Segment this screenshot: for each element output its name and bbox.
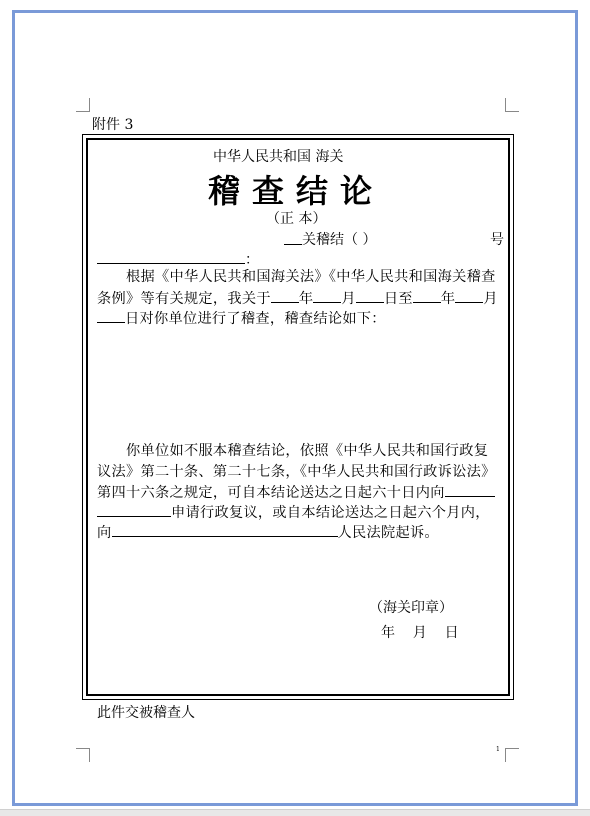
blank-review-body-cont	[97, 503, 171, 517]
blank-day-1	[356, 289, 384, 303]
para2-line5-prefix: 向	[97, 525, 112, 541]
blank-month-1	[313, 289, 341, 303]
blank-month-2	[455, 289, 483, 303]
date-line: 年 月 日	[381, 625, 459, 641]
para1-line1: 根据《中华人民共和国海关法》《中华人民共和国海关稽查	[126, 269, 496, 285]
crop-mark-bottom-left	[76, 748, 90, 762]
crop-mark-bottom-right	[505, 748, 519, 762]
year-label-2: 年	[440, 291, 456, 307]
footer-note: 此件交被稽查人	[97, 705, 195, 721]
para1-line2-text: 条例》等有关规定，我关于	[97, 291, 271, 307]
doc-number-prefix: 关稽结（ ）	[302, 232, 377, 248]
para2-line3-text: 第四十六条之规定，可自本结论送达之日起六十日内向	[97, 485, 445, 501]
blank-review-body	[445, 483, 495, 497]
month-label: 月	[341, 291, 356, 307]
para1-line3-text: 日对你单位进行了稽查，稽查结论如下：	[125, 311, 386, 327]
doc-number-suffix: 号	[490, 232, 504, 248]
addressee-colon: ：	[245, 252, 259, 268]
year-label: 年	[298, 291, 314, 307]
para1-line2	[97, 288, 498, 308]
doc-number-blank	[284, 244, 302, 245]
blank-year-2	[413, 289, 441, 303]
header-line: 中华人民共和国 海关	[213, 149, 344, 165]
scrollbar[interactable]	[0, 809, 590, 816]
day-to-label: 日至	[383, 291, 413, 307]
attachment-label: 附件 3	[92, 117, 134, 133]
blank-year-1	[271, 289, 299, 303]
subtitle: （正 本）	[266, 211, 327, 227]
para1-line3	[97, 308, 386, 328]
crop-mark-top-left	[76, 98, 90, 112]
para2-line4-text: 申请行政复议，或自本结论送达之日起六个月内，	[171, 505, 490, 521]
blank-court	[112, 523, 338, 537]
page-title: 稽查结论	[208, 172, 385, 210]
para2-line3	[97, 482, 495, 502]
month-label-2: 月	[483, 291, 498, 307]
para2-line2: 议法》第二十条、第二十七条，《中华人民共和国行政诉讼法》	[97, 464, 496, 480]
page-number: 1	[496, 746, 500, 753]
blank-day-2	[97, 309, 125, 323]
seal-label: （海关印章）	[369, 600, 453, 616]
para2-line5-text: 人民法院起诉。	[337, 525, 439, 541]
crop-mark-top-right	[505, 98, 519, 112]
para2-line4	[97, 502, 490, 522]
para2-line1: 你单位如不服本稽查结论，依照《中华人民共和国行政复	[126, 443, 489, 459]
addressee-blank	[97, 263, 245, 264]
para2-line5	[97, 522, 439, 542]
